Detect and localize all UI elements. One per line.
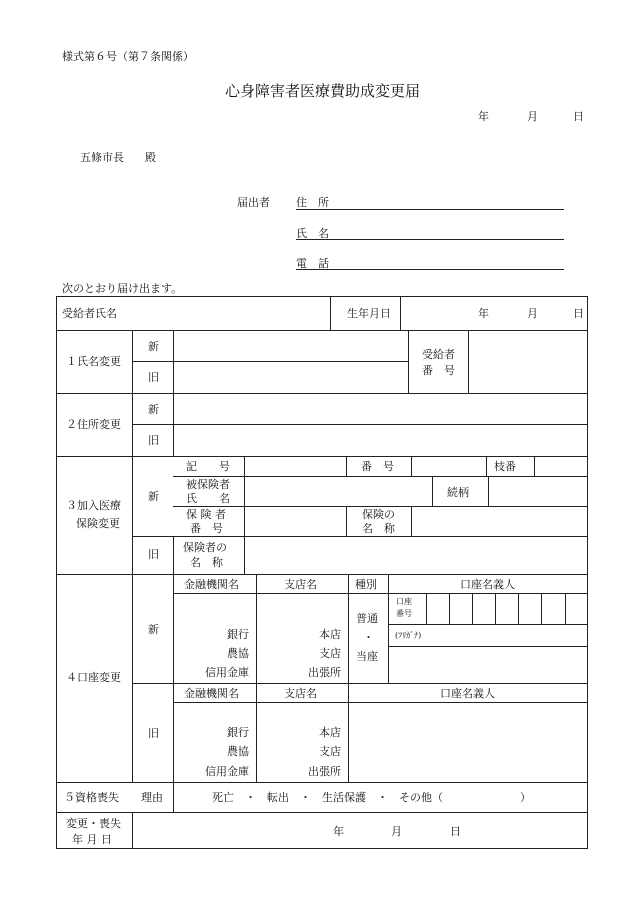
page-title: 心身障害者医療費助成変更届 xyxy=(225,82,421,100)
loss-label: ５資格喪失 xyxy=(64,791,119,804)
addressee: 五條市長 xyxy=(80,151,124,164)
insured-name-label-1: 被保険者 xyxy=(186,478,230,491)
old-insurer-name-label-1: 保険者の xyxy=(183,541,227,554)
edaban-label: 枝番 xyxy=(494,460,516,473)
kigo-label: 記 号 xyxy=(186,460,230,473)
applicant-label: 届出者 xyxy=(237,196,270,209)
new-branch-name-header: 支店名 xyxy=(284,578,317,591)
old-nokyo-suffix: 農協 xyxy=(227,745,249,758)
relationship-label: 続柄 xyxy=(447,486,469,499)
futsu-option[interactable]: 普通 xyxy=(356,612,378,625)
insurance-change-label-2: 保険変更 xyxy=(76,517,120,530)
intro-text: 次のとおり届け出ます。 xyxy=(62,282,183,295)
date-year-label: 年 xyxy=(478,110,489,123)
new-shiten-suffix: 支店 xyxy=(319,647,341,660)
birth-date-label: 生年月日 xyxy=(347,307,391,320)
honorific: 殿 xyxy=(145,151,156,164)
applicant-address-field[interactable] xyxy=(296,209,564,210)
applicant-name-label: 氏 名 xyxy=(296,227,329,240)
insurance-change-label-1: ３加入医療 xyxy=(66,499,121,512)
account-change-label: ４口座変更 xyxy=(66,671,121,684)
applicant-phone-field[interactable] xyxy=(296,269,564,270)
change-date-label-1: 変更・喪失 xyxy=(66,817,121,830)
address-change-new-label: 新 xyxy=(148,403,159,416)
account-new-label: 新 xyxy=(148,623,159,636)
insurer-number-label-2: 番 号 xyxy=(190,522,223,535)
old-honten-suffix: 本店 xyxy=(319,726,341,739)
insurer-number-label-1: 保 険 者 xyxy=(186,508,226,521)
toza-option[interactable]: 当座 xyxy=(356,650,378,663)
recipient-name-field[interactable] xyxy=(134,298,328,328)
account-old-label: 旧 xyxy=(148,727,159,740)
change-year-label: 年 xyxy=(333,825,344,838)
account-number-label-1: 口座 xyxy=(396,597,412,606)
loss-reasons[interactable]: 死亡 ・ 転出 ・ 生活保護 ・ その他（ ） xyxy=(212,791,531,804)
new-holder-header: 口座名義人 xyxy=(460,578,515,591)
address-change-label: ２住所変更 xyxy=(66,418,121,431)
old-insurer-name-label-2: 名 称 xyxy=(190,556,223,569)
old-shiten-suffix: 支店 xyxy=(319,745,341,758)
date-month-label: 月 xyxy=(527,110,538,123)
change-month-label: 月 xyxy=(391,825,402,838)
applicant-address-label: 住 所 xyxy=(296,196,329,209)
reason-label: 理由 xyxy=(141,791,163,804)
new-shinkin-suffix: 信用金庫 xyxy=(205,666,249,679)
old-holder-header: 口座名義人 xyxy=(440,687,495,700)
birth-month-label: 月 xyxy=(527,307,538,320)
new-bank-name-header: 金融機関名 xyxy=(184,578,239,591)
applicant-name-field[interactable] xyxy=(296,239,564,240)
recipient-number-label-1: 受給者 xyxy=(422,348,455,361)
change-date-label-2: 年 月 日 xyxy=(72,833,112,846)
new-bank-suffix: 銀行 xyxy=(227,628,249,641)
date-day-label: 日 xyxy=(573,110,584,123)
account-type-header: 種別 xyxy=(355,578,377,591)
applicant-phone-label: 電 話 xyxy=(296,257,329,270)
recipient-name-label: 受給者氏名 xyxy=(62,307,117,320)
change-day-label: 日 xyxy=(450,825,461,838)
birth-year-label: 年 xyxy=(478,307,489,320)
type-separator: ・ xyxy=(363,631,374,644)
old-bank-name-header: 金融機関名 xyxy=(184,687,239,700)
recipient-number-label-2: 番 号 xyxy=(422,364,455,377)
old-branch-name-header: 支店名 xyxy=(284,687,317,700)
name-change-new-label: 新 xyxy=(148,340,159,353)
old-bank-suffix: 銀行 xyxy=(227,726,249,739)
account-number-label-2: 番号 xyxy=(396,609,412,618)
name-change-old-label: 旧 xyxy=(148,371,159,384)
insured-name-label-2: 氏 名 xyxy=(186,492,230,505)
insurer-name-label-2: 名 称 xyxy=(362,522,395,535)
birth-day-label: 日 xyxy=(573,307,584,320)
old-shutchojo-suffix: 出張所 xyxy=(308,765,341,778)
new-nokyo-suffix: 農協 xyxy=(227,647,249,660)
insurance-old-label: 旧 xyxy=(148,548,159,561)
insurance-new-label: 新 xyxy=(148,490,159,503)
furigana-label: (ﾌﾘｶﾞﾅ) xyxy=(395,631,422,640)
address-change-old-label: 旧 xyxy=(148,434,159,447)
insurer-name-label-1: 保険の xyxy=(362,508,395,521)
form-number: 様式第６号（第７条関係） xyxy=(62,50,194,63)
bango-label: 番 号 xyxy=(361,460,394,473)
old-shinkin-suffix: 信用金庫 xyxy=(205,765,249,778)
new-shutchojo-suffix: 出張所 xyxy=(308,666,341,679)
new-honten-suffix: 本店 xyxy=(319,628,341,641)
name-change-label: １氏名変更 xyxy=(66,355,121,368)
